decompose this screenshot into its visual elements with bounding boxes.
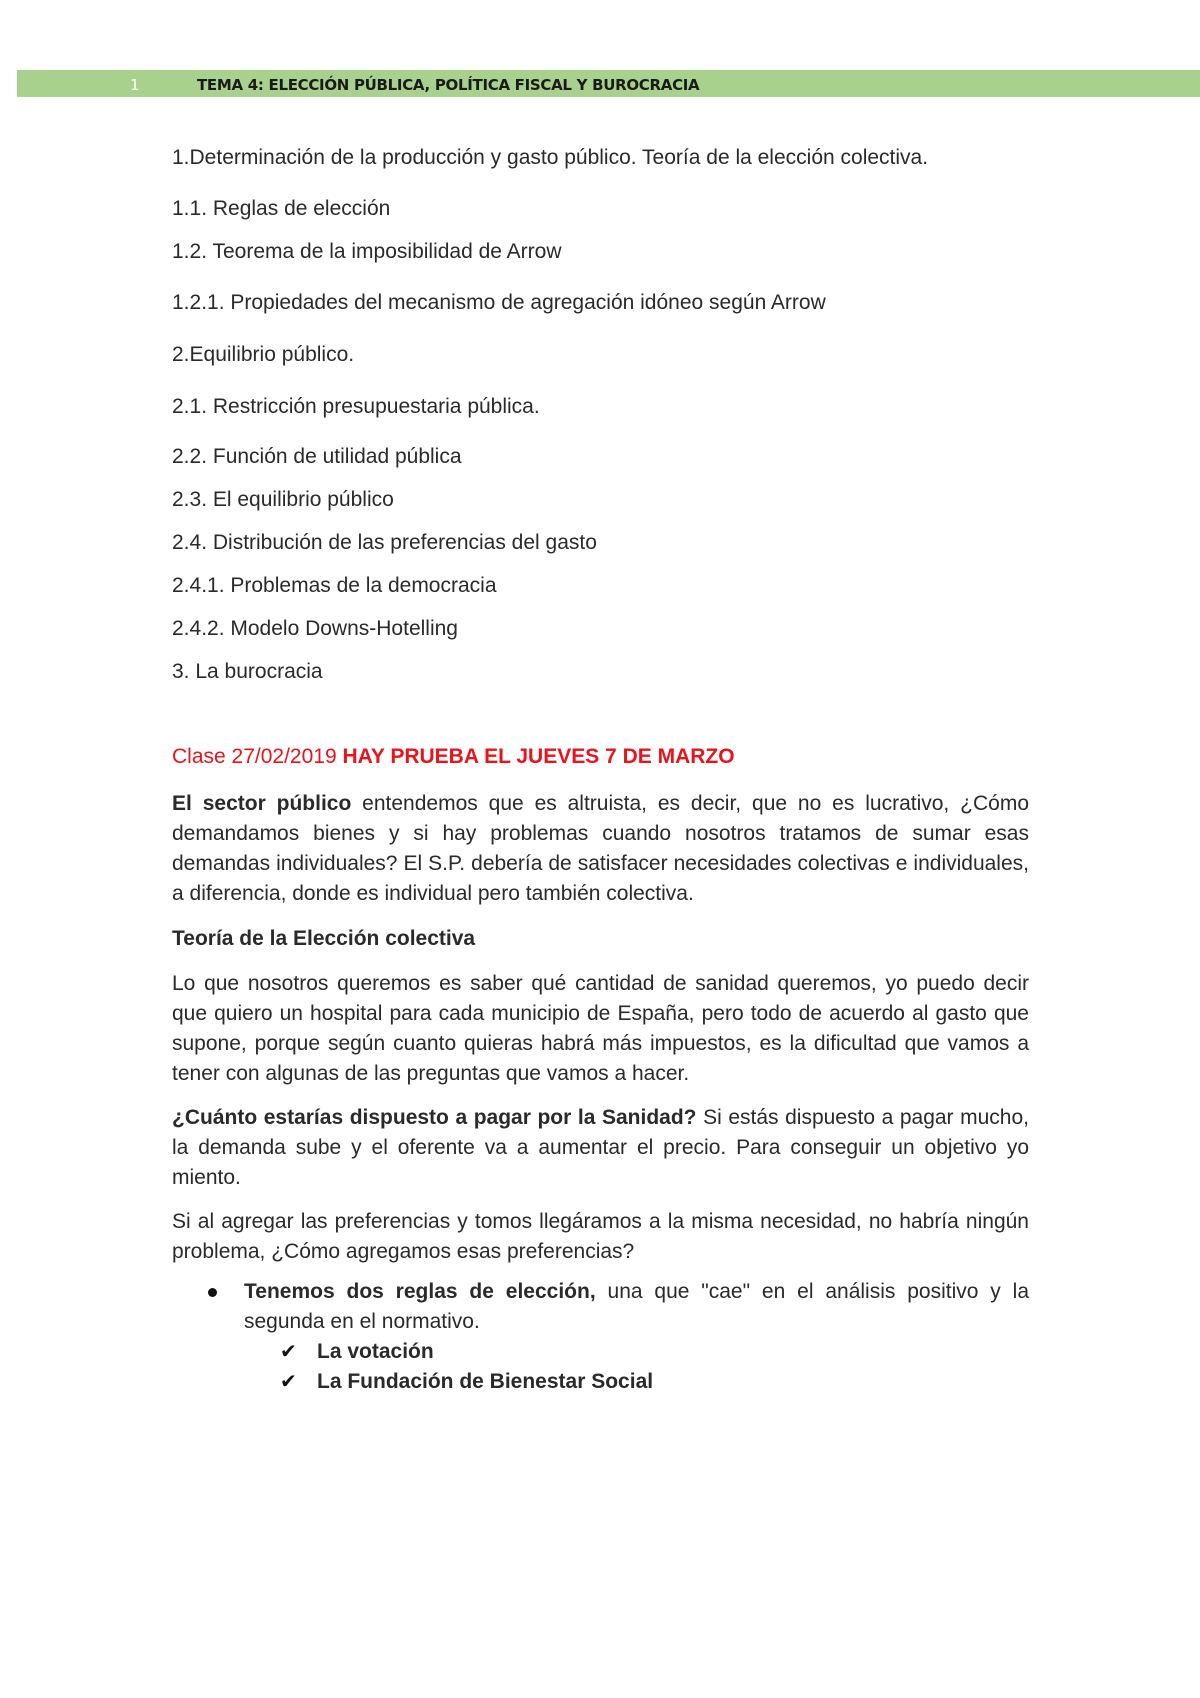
toc-item: 2.Equilibrio público. <box>172 343 355 366</box>
table-of-contents <box>172 144 1029 687</box>
bullet-icon <box>208 1288 217 1297</box>
paragraph-sanidad: Lo que nosotros queremos es saber qué cantidad de sanidad queremos, yo puedo decir que quiero un hospital para cada municipio de España, pero todo de acuerdo al gasto que supone, porque según cuanto quieras habrá más impuestos, es la dificultad que vamos a tener con algunas de las preguntas que vamos a hacer. <box>172 972 1029 1085</box>
toc-item: 2.2. Función de utilidad pública <box>172 445 462 468</box>
page-number: 1 <box>130 76 140 94</box>
check-item <box>172 1367 1029 1397</box>
paragraph-bold-lead: El sector público <box>172 792 352 815</box>
toc-item: 2.4. Distribución de las preferencias del gasto <box>172 531 597 554</box>
toc-item: 1.Determinación de la producción y gasto público. Teoría de la elección colectiva. <box>172 146 929 169</box>
checkmark-icon: ✔ <box>280 1341 297 1363</box>
toc-item: 2.4.2. Modelo Downs-Hotelling <box>172 617 458 640</box>
bullet-bold-lead: Tenemos dos reglas de elección, <box>244 1280 596 1303</box>
paragraph-bold-lead: ¿Cuánto estarías dispuesto a pagar por la Sanidad? <box>172 1106 697 1129</box>
class-date: Clase 27/02/2019 <box>172 745 343 768</box>
class-note <box>172 742 1029 772</box>
heading-text: Teoría de la Elección colectiva <box>172 927 476 950</box>
paragraph-sector-publico <box>172 789 1029 909</box>
document-body <box>172 144 1029 1397</box>
paragraph-text: entendemos que es altruista, es decir, que no es lucrativo, ¿Cómo demandamos bienes y si hay problemas cuando nosotros tratamos de sumar esas demandas individuales? El S.P. debería de satisfacer necesidades colectivas e individuales, a diferencia, donde es individual pero también colectiva. <box>172 792 1029 905</box>
toc-item: 1.2.1. Propiedades del mecanismo de agregación idóneo según Arrow <box>172 291 826 314</box>
toc-item: 2.3. El equilibrio público <box>172 488 394 511</box>
toc-item: 2.4.1. Problemas de la democracia <box>172 574 497 597</box>
check-label: La votación <box>317 1340 434 1363</box>
check-label: La Fundación de Bienestar Social <box>317 1370 654 1393</box>
bullet-item <box>172 1277 1029 1337</box>
bullet-text: una que "cae" en el análisis positivo y la segunda en el normativo. <box>244 1280 1029 1333</box>
paragraph-preferencias: Si al agregar las preferencias y tomos llegáramos a la misma necesidad, no habría ningún problema, ¿Cómo agregamos esas preferencias? <box>172 1210 1029 1263</box>
toc-item: 1.1. Reglas de elección <box>172 197 391 220</box>
toc-item: 1.2. Teorema de la imposibilidad de Arrow <box>172 240 562 263</box>
exam-alert: HAY PRUEBA EL JUEVES 7 DE MARZO <box>342 745 735 768</box>
section-heading <box>172 924 1029 954</box>
paragraph-pregunta <box>172 1103 1029 1193</box>
check-item <box>172 1337 1029 1367</box>
checkmark-icon: ✔ <box>280 1371 297 1393</box>
paragraph-text: Si estás dispuesto a pagar mucho, la demanda sube y el oferente va a aumentar el precio. Para conseguir un objetivo yo miento. <box>172 1106 1029 1189</box>
header-title: TEMA 4: ELECCIÓN PÚBLICA, POLÍTICA FISCAL Y BUROCRACIA <box>197 76 700 94</box>
toc-item: 2.1. Restricción presupuestaria pública. <box>172 395 540 418</box>
toc-item: 3. La burocracia <box>172 660 323 683</box>
